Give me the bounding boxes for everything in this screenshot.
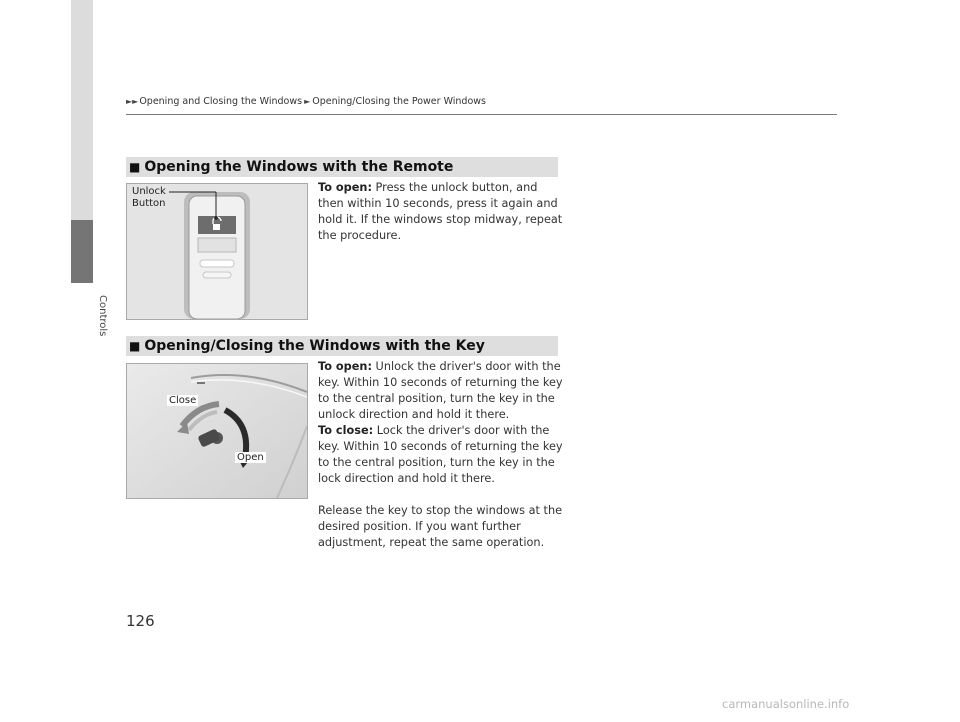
close-label: Close <box>169 395 197 406</box>
sidebar-tab-active-marker <box>71 220 93 283</box>
unlock-button-label-line1: Unlock <box>132 186 166 197</box>
breadcrumb-arrow-icon: ► <box>304 96 311 106</box>
remote-instructions <box>318 180 563 244</box>
sidebar-label: Controls <box>97 295 108 337</box>
page-number: 126 <box>126 612 155 630</box>
unlock-button-label-line2: Button <box>132 198 166 209</box>
section-header-key <box>126 336 558 356</box>
remote-open-lead: To open: <box>318 181 372 194</box>
header-divider <box>126 114 837 115</box>
square-bullet-icon: ■ <box>129 339 141 353</box>
remote-open-paragraph <box>318 180 563 244</box>
square-bullet-icon: ■ <box>129 160 141 174</box>
key-close-lead: To close: <box>318 424 374 437</box>
watermark: carmanualsonline.info <box>722 697 850 711</box>
door-key-illustration <box>127 364 307 498</box>
key-open-text: Unlock the driver's door with the key. Within 10 seconds of returning the key to the central position, turn the key in the unlock direction and hold it there. <box>318 360 563 421</box>
key-close-paragraph <box>318 423 563 487</box>
key-open-paragraph <box>318 359 563 423</box>
door-key-figure <box>126 363 308 499</box>
open-label: Open <box>237 452 264 463</box>
key-release-text: Release the key to stop the windows at the desired position. If you want further adjustment, repeat the same operation. <box>318 504 563 549</box>
key-release-paragraph <box>318 503 563 551</box>
breadcrumb-item-1[interactable]: Opening and Closing the Windows <box>139 95 303 107</box>
remote-figure <box>126 183 308 320</box>
breadcrumb-arrow-icon: ►► <box>126 96 139 106</box>
section-title-remote: Opening the Windows with the Remote <box>144 159 454 175</box>
key-close-text: Lock the driver's door with the key. Within 10 seconds of returning the key to the central position, turn the key in the lock direction and hold it there. <box>318 424 563 485</box>
breadcrumb <box>126 94 486 108</box>
key-open-lead: To open: <box>318 360 372 373</box>
section-title-key: Opening/Closing the Windows with the Key <box>144 338 485 354</box>
section-header-remote <box>126 157 558 177</box>
breadcrumb-item-2[interactable]: Opening/Closing the Power Windows <box>312 95 486 107</box>
remote-open-text: Press the unlock button, and then within 10 seconds, press it again and hold it. If the windows stop midway, repeat the procedure. <box>318 181 563 242</box>
key-instructions <box>318 359 563 551</box>
